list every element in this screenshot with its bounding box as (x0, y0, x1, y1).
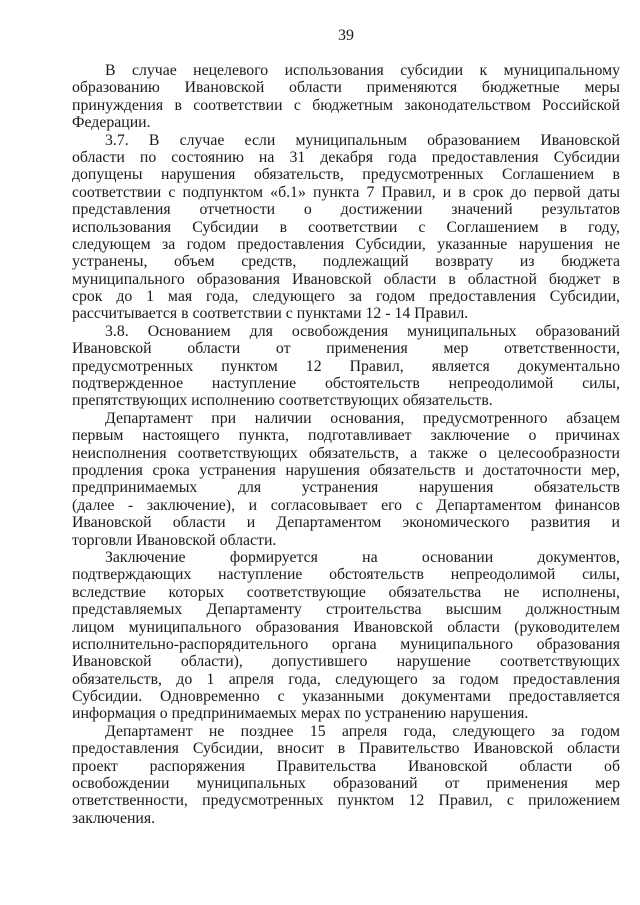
text-line: Субсидии. Одновременно с указанными документами предоставляется (72, 688, 620, 706)
text-line: использования Субсидии в соответствии с Соглашением в году, (72, 218, 620, 236)
text-line: Федерации. (72, 114, 151, 132)
text-line: проект распоряжения Правительства Ивановской области об (72, 757, 620, 775)
text-line: подтвержденное наступление обстоятельств непреодолимой силы, (72, 375, 620, 393)
text-line: устранены, объем средств, подлежащий возврату из бюджета (72, 253, 620, 271)
text-line: представляемых Департаменту строительства высшим должностным (72, 601, 620, 619)
text-line: первым настоящего пункта, подготавливает заключение о причинах (72, 427, 620, 445)
text-line: образованию Ивановской области применяются бюджетные меры (72, 79, 620, 97)
paragraph (72, 410, 620, 549)
text-line: области по состоянию на 31 декабря года предоставления Субсидии (72, 148, 620, 166)
text-line: подтверждающих наступление обстоятельств непреодолимой силы, (72, 566, 620, 584)
text-line: Ивановской области), допустившего нарушение соответствующих (72, 653, 620, 671)
text-line: предпринимаемых для устранения нарушения обязательств (72, 479, 620, 497)
text-line: Ивановской области от применения мер ответственности, (72, 340, 620, 358)
text-line: обязательств, до 1 апреля года, следующего за годом предоставления (72, 670, 620, 688)
text-line: предоставления Субсидии, вносит в Правительство Ивановской области (72, 740, 620, 758)
text-line: ответственности, предусмотренных пунктом 12 Правил, с приложением (72, 792, 620, 810)
text-line: Заключение формируется на основании документов, (105, 548, 620, 566)
paragraph (72, 723, 620, 827)
text-line: следующем за годом предоставления Субсидии, указанные нарушения не (72, 235, 620, 253)
text-line: (далее - заключение), и согласовывает его с Департаментом финансов (72, 496, 620, 514)
text-line: допущены нарушения обязательств, предусмотренных Соглашением в (72, 166, 620, 184)
text-line: препятствующих исполнению соответствующих обязательств. (72, 392, 493, 410)
text-line: принуждения в соответствии с бюджетным законодательством Российской (72, 96, 620, 114)
text-line: срок до 1 мая года, следующего за годом предоставления Субсидии, (72, 288, 620, 306)
text-line: 3.8. Основанием для освобождения муниципальных образований (105, 322, 620, 340)
text-line: освобождении муниципальных образований от применения мер (72, 775, 620, 793)
text-line: рассчитывается в соответствии с пунктами 12 - 14 Правил. (72, 305, 469, 323)
text-line: Департамент не позднее 15 апреля года, следующего за годом (105, 722, 620, 740)
document-body (72, 62, 620, 827)
text-line: В случае нецелевого использования субсидии к муниципальному (105, 62, 620, 79)
text-line: 3.7. В случае если муниципальным образованием Ивановской (105, 131, 620, 149)
text-line: неисполнения соответствующих обязательств, а также о целесообразности (72, 444, 620, 462)
text-line: Ивановской области и Департаментом экономического развития и (72, 514, 620, 532)
page-number: 39 (338, 27, 354, 44)
paragraph (72, 62, 620, 132)
paragraph (72, 132, 620, 323)
text-line: Департамент при наличии основания, предусмотренного абзацем (105, 409, 620, 427)
text-line: муниципального образования Ивановской области в областной бюджет в (72, 270, 620, 288)
text-line: лицом муниципального образования Ивановской области (руководителем (72, 618, 620, 636)
text-line: представления отчетности о достижении значений результатов (72, 201, 620, 219)
text-line: вследствие которых соответствующие обязательства не исполнены, (72, 583, 620, 601)
text-line: соответствии с подпунктом «б.1» пункта 7 Правил, и в срок до первой даты (72, 183, 620, 201)
paragraph (72, 323, 620, 410)
text-line: продления срока устранения нарушения обязательств и достаточности мер, (72, 461, 620, 479)
text-line: предусмотренных пунктом 12 Правил, является документально (72, 357, 620, 375)
text-line: исполнительно-распорядительного органа муниципального образования (72, 635, 620, 653)
text-line: информация о предпринимаемых мерах по устранению нарушения. (72, 705, 529, 723)
text-line: торговли Ивановской области. (72, 531, 277, 549)
paragraph (72, 549, 620, 723)
text-line: заключения. (72, 809, 156, 827)
